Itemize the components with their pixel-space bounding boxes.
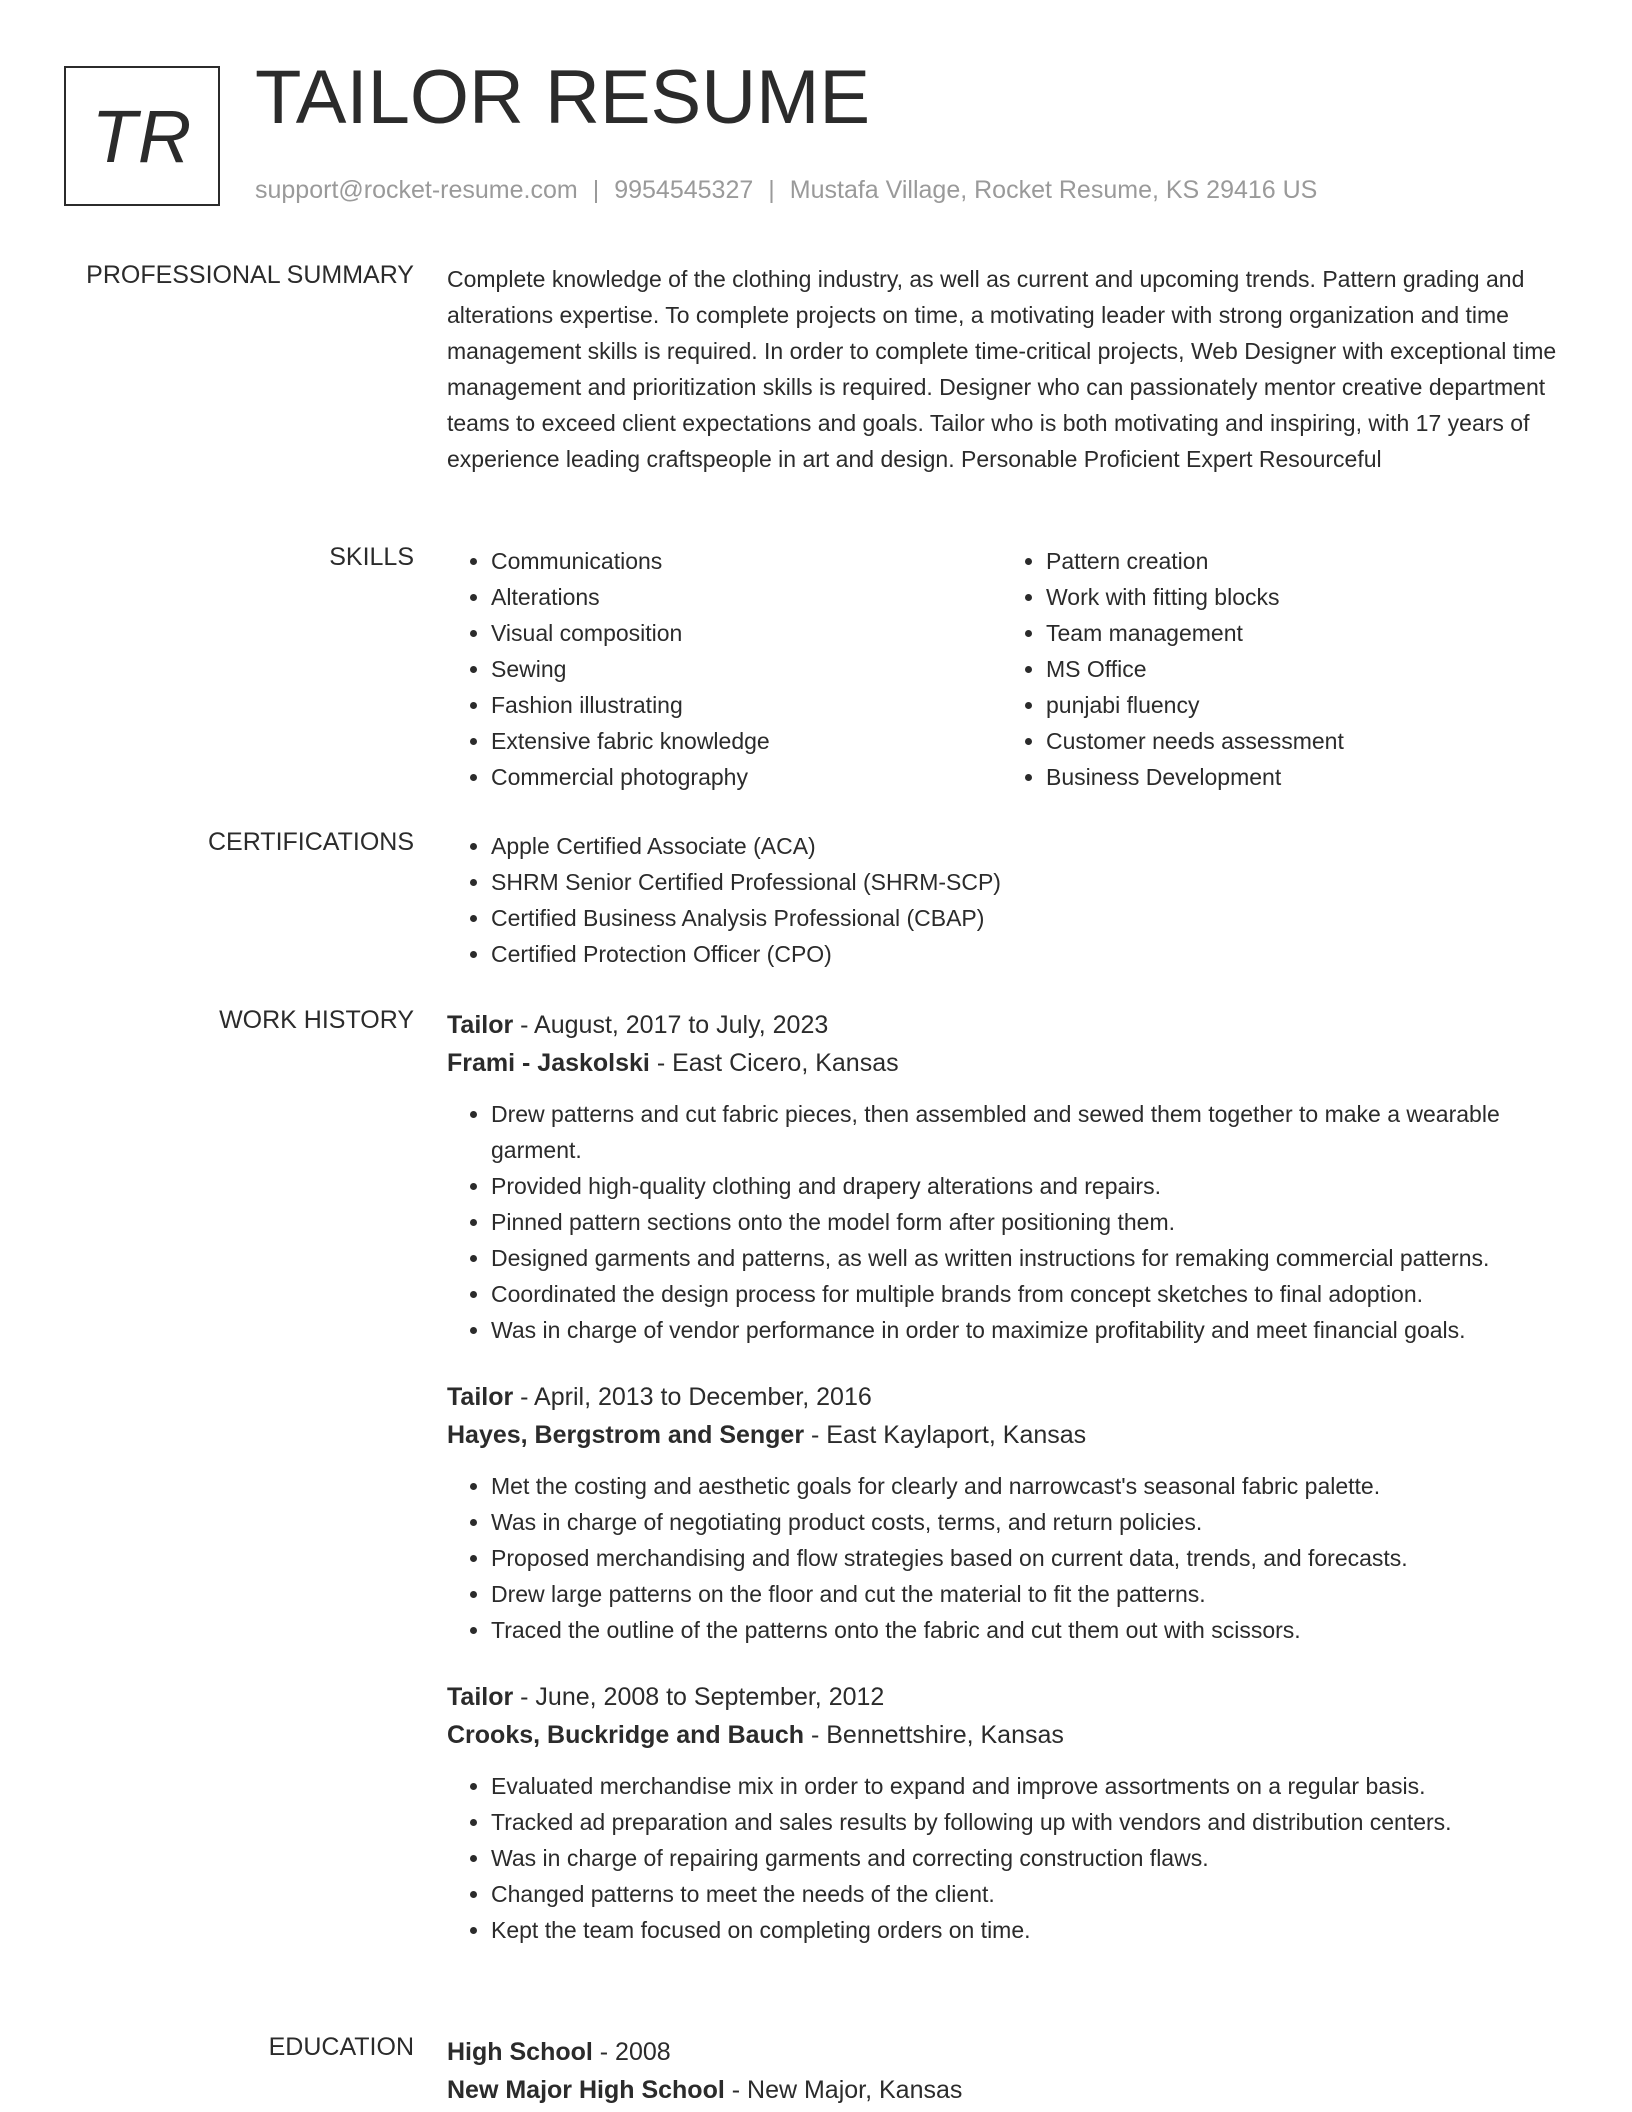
job-bullet: • Traced the outline of the patterns onto the fabric and cut them out with scissors. [491,1612,1557,1648]
education-year: - 2008 [592,2038,671,2066]
job-title-line [447,1678,1557,1716]
skill-item: • Pattern creation [1046,543,1557,579]
section-label-certifications: CERTIFICATIONS [207,828,414,856]
monogram-logo: TR [64,66,220,206]
job-company-line [447,1044,1557,1082]
contact-separator: | [768,176,775,204]
certification-item: • Certified Business Analysis Professional (CBAP) [491,900,1557,936]
job-title: Tailor [447,1383,514,1411]
certification-item: • Apple Certified Associate (ACA) [491,828,1557,864]
education-location: - New Major, Kansas [724,2076,963,2104]
education-school-line [447,2071,1557,2109]
job-dates: - August, 2017 to July, 2023 [513,1011,829,1039]
skill-item: • Business Development [1046,759,1557,795]
job-bullet: • Coordinated the design process for multiple brands from concept sketches to final adoption. [491,1276,1557,1312]
job-company: Hayes, Bergstrom and Senger [447,1421,805,1449]
job-bullet: • Met the costing and aesthetic goals for clearly and narrowcast's seasonal fabric palette. [491,1468,1557,1504]
education-degree-line [447,2033,1557,2071]
skill-item: • Alterations [491,579,1002,615]
job-entry [447,1006,1557,1348]
skill-item: • MS Office [1046,651,1557,687]
section-label-summary: PROFESSIONAL SUMMARY [86,261,414,289]
certifications-list [447,828,1557,972]
skill-item: • Extensive fabric knowledge [491,723,1002,759]
job-company-line [447,1716,1557,1754]
section-label-education: EDUCATION [268,2033,414,2061]
education-school: New Major High School [447,2076,725,2104]
job-bullet: • Proposed merchandising and flow strategies based on current data, trends, and forecasts. [491,1540,1557,1576]
job-title: Tailor [447,1011,514,1039]
certification-item: • SHRM Senior Certified Professional (SHRM-SCP) [491,864,1557,900]
skills-list-right [1002,543,1557,795]
skill-item: • Work with fitting blocks [1046,579,1557,615]
job-entry [447,1678,1557,1948]
skills-list-left [447,543,1002,795]
job-title-line [447,1006,1557,1044]
skill-item: • Sewing [491,651,1002,687]
skill-item: • Visual composition [491,615,1002,651]
job-dates: - June, 2008 to September, 2012 [513,1683,885,1711]
skill-item: • punjabi fluency [1046,687,1557,723]
skill-item: • Commercial photography [491,759,1002,795]
job-dates: - April, 2013 to December, 2016 [513,1383,872,1411]
job-bullet: • Pinned pattern sections onto the model form after positioning them. [491,1204,1557,1240]
job-bullet: • Provided high-quality clothing and drapery alterations and repairs. [491,1168,1557,1204]
job-bullets [447,1468,1557,1648]
job-bullet: • Was in charge of repairing garments and correcting construction flaws. [491,1840,1557,1876]
skill-item: • Customer needs assessment [1046,723,1557,759]
skill-item: • Fashion illustrating [491,687,1002,723]
job-bullet: • Evaluated merchandise mix in order to expand and improve assortments on a regular basis. [491,1768,1557,1804]
skill-item: • Communications [491,543,1002,579]
job-bullet: • Changed patterns to meet the needs of the client. [491,1876,1557,1912]
contact-line [255,176,1317,205]
job-bullets [447,1768,1557,1948]
education-degree: High School [447,2038,593,2066]
job-company: Frami - Jaskolski [447,1049,650,1077]
contact-email[interactable]: support@rocket-resume.com [255,176,578,204]
job-bullet: • Drew large patterns on the floor and cut the material to fit the patterns. [491,1576,1557,1612]
job-bullet: • Drew patterns and cut fabric pieces, then assembled and sewed them together to make a wearable garment. [491,1096,1557,1168]
job-title-line [447,1378,1557,1416]
job-location: - East Kaylaport, Kansas [804,1421,1087,1449]
contact-phone[interactable]: 9954545327 [614,176,754,204]
job-bullets [447,1096,1557,1348]
summary-text: Complete knowledge of the clothing industry, as well as current and upcoming trends. Pattern grading and alterations expertise. To complete projects on time, a motivating leader with strong organization and time management skills is required. In order to complete time-critical projects, Web Designer with exceptional time management and prioritization skills is required. Designer who can passionately mentor creative department teams to exceed client expectations and goals. Tailor who is both motivating and inspiring, with 17 years of experience leading craftspeople in art and design. Personable Proficient Expert Resourceful [447,266,1557,472]
job-location: - East Cicero, Kansas [649,1049,899,1077]
job-bullet: • Tracked ad preparation and sales results by following up with vendors and distribution centers. [491,1804,1557,1840]
job-company-line [447,1416,1557,1454]
job-bullet: • Was in charge of vendor performance in order to maximize profitability and meet financial goals. [491,1312,1557,1348]
section-label-work-history: WORK HISTORY [219,1006,414,1034]
job-bullet: • Designed garments and patterns, as well as written instructions for remaking commercial patterns. [491,1240,1557,1276]
job-company: Crooks, Buckridge and Bauch [447,1721,805,1749]
certification-item: • Certified Protection Officer (CPO) [491,936,1557,972]
job-entry [447,1378,1557,1648]
job-title: Tailor [447,1683,514,1711]
section-label-skills: SKILLS [329,543,414,571]
contact-address: Mustafa Village, Rocket Resume, KS 29416 US [789,176,1318,204]
job-location: - Bennettshire, Kansas [804,1721,1064,1749]
skill-item: • Team management [1046,615,1557,651]
job-bullet: • Was in charge of negotiating product costs, terms, and return policies. [491,1504,1557,1540]
job-bullet: • Kept the team focused on completing orders on time. [491,1912,1557,1948]
contact-separator: | [592,176,600,204]
resume-name: TAILOR RESUME [255,55,871,140]
